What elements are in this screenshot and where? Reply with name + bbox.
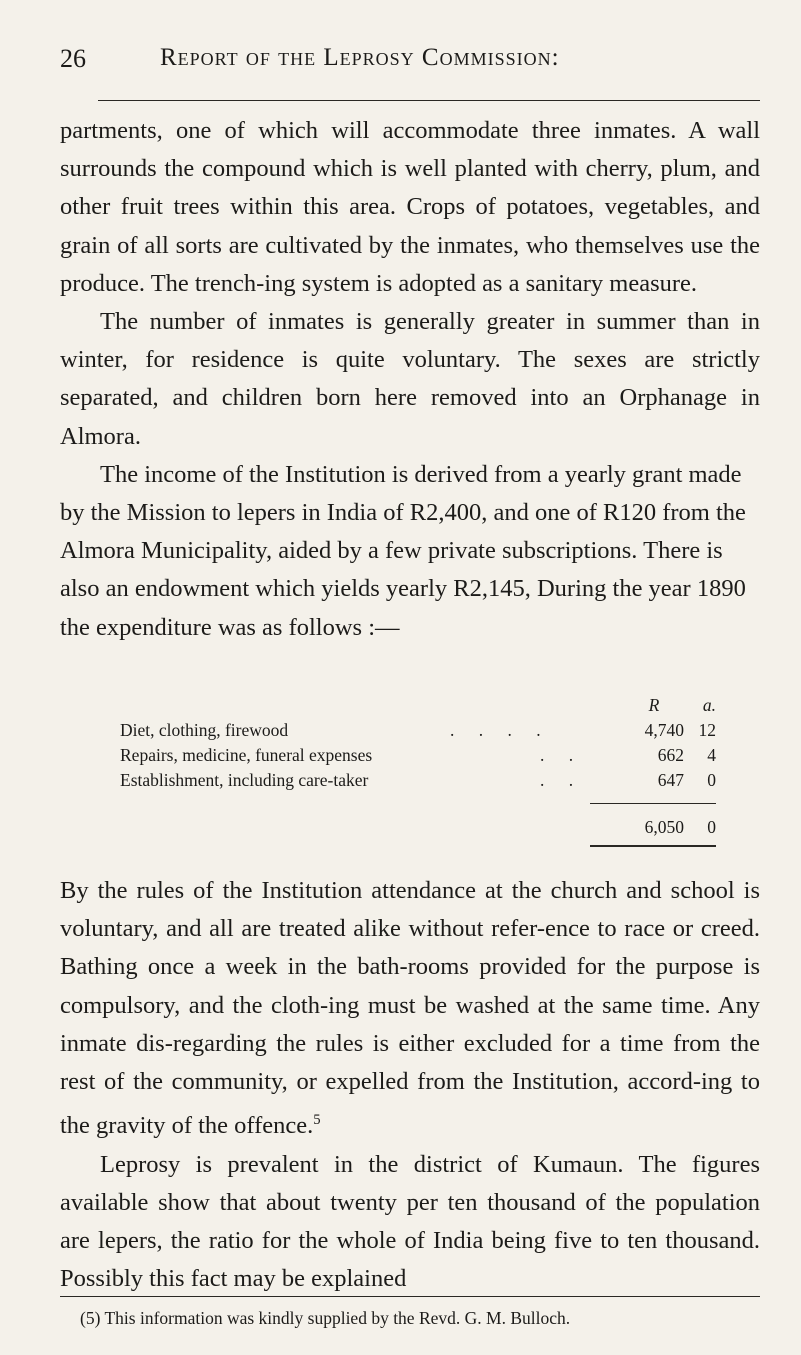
row-rupees: 662 [657, 745, 684, 765]
body-text-bottom [60, 872, 760, 1298]
table-total-row [120, 817, 716, 842]
row-leader-dots: . . [540, 745, 584, 765]
body-text-top [60, 112, 760, 647]
running-header [60, 44, 760, 84]
row-annas: 4 [707, 745, 716, 765]
row-rupees: 647 [657, 770, 684, 790]
row-label: Diet, clothing, firewood [120, 720, 289, 740]
paragraph-4-text: By the rules of the Institution attendance at the church and school is voluntary, and all are treated alike without refer-ence to race or creed. Bathing once a week in the bath-rooms provided for the purpose is compulsory, and the cloth-ing must be washed at the same time. Any inmate dis-regarding the rules is either excluded for a time from the rest of the community, or expelled from the Institution, accord-ing to the gravity of the offence. [60, 877, 760, 1140]
footnote-marker: (5) [80, 1308, 101, 1328]
row-leader-dots: . . [540, 770, 584, 790]
annas-column-header: a. [702, 695, 716, 715]
row-annas: 0 [707, 770, 716, 790]
header-rule [98, 100, 760, 101]
expenditure-table [120, 695, 716, 842]
rupees-column-header: R [648, 695, 660, 715]
row-leader-dots: . . . . [450, 720, 551, 740]
paragraph-2: The number of inmates is generally greater in summer than in winter, for residence is quite voluntary. The sexes are strictly separated, and children born here removed into an Orphanage in Almora. [60, 308, 760, 450]
total-annas: 0 [707, 817, 716, 837]
footnote-reference: 5 [313, 1112, 321, 1129]
running-title: Report of the Leprosy Commission: [160, 44, 560, 71]
paragraph-3: The income of the Institution is derived from a yearly grant made by the Mission to lepers in India of R2,400, and one of R120 from the Almora Municipality, aided by a few private subscriptions. There is also an endowment which yields yearly R2,145, During the year 1890 the expenditure was as follows :— [60, 460, 746, 641]
table-row [120, 770, 716, 795]
footnote-rule [60, 1296, 760, 1297]
table-header-row [120, 695, 716, 720]
total-rupees: 6,050 [644, 817, 684, 837]
table-row [120, 720, 716, 745]
row-label: Establishment, including care-taker [120, 770, 369, 790]
page-number: 26 [60, 44, 86, 73]
row-annas: 12 [698, 720, 716, 740]
paragraph-4 [60, 872, 760, 1146]
row-label: Repairs, medicine, funeral expenses [120, 745, 373, 765]
paragraph-1: partments, one of which will accommodate three inmates. A wall surrounds the compound which is well planted with cherry, plum, and other fruit trees within this area. Crops of potatoes, vegetables, and grain of all sorts are cultivated by the inmates, who themselves use the produce. The trench-ing system is adopted as a sanitary measure. [60, 117, 760, 297]
table-row [120, 745, 716, 770]
total-rule-top [590, 803, 716, 804]
row-rupees: 4,740 [644, 720, 684, 740]
footnote-text: This information was kindly supplied by the Revd. G. M. Bulloch. [104, 1308, 571, 1328]
total-rule-bottom [590, 845, 716, 847]
footnote [80, 1308, 570, 1329]
paragraph-5: Leprosy is prevalent in the district of Kumaun. The figures available show that about twenty per ten thousand of the population are lepers, the ratio for the whole of India being five to ten thousand. Possibly this fact may be explained [60, 1150, 760, 1293]
